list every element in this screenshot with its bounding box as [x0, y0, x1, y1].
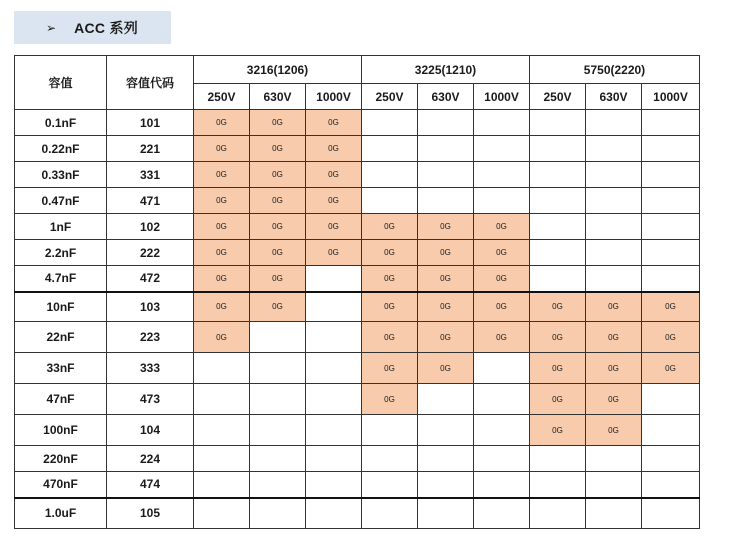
empty-cell	[194, 472, 250, 498]
code-cell: 472	[107, 266, 194, 292]
availability-cell: 0G	[474, 214, 530, 240]
empty-cell	[474, 472, 530, 498]
availability-cell: 0G	[250, 110, 306, 136]
availability-cell: 0G	[474, 292, 530, 322]
code-cell: 102	[107, 214, 194, 240]
availability-cell: 0G	[362, 240, 418, 266]
code-cell: 105	[107, 498, 194, 529]
empty-cell	[362, 472, 418, 498]
table-row	[15, 498, 700, 529]
availability-cell: 0G	[362, 292, 418, 322]
code-cell: 104	[107, 415, 194, 446]
empty-cell	[362, 498, 418, 529]
series-title-text: ACC 系列	[74, 19, 139, 36]
capacitance-cell: 0.22nF	[15, 136, 107, 162]
empty-cell	[530, 136, 586, 162]
voltage-header: 250V	[362, 84, 418, 110]
availability-cell: 0G	[250, 240, 306, 266]
code-cell: 331	[107, 162, 194, 188]
availability-cell: 0G	[586, 353, 642, 384]
empty-cell	[306, 472, 362, 498]
availability-cell: 0G	[250, 162, 306, 188]
table-row	[15, 446, 700, 472]
capacitance-header: 容值	[15, 56, 107, 110]
availability-cell: 0G	[194, 136, 250, 162]
empty-cell	[530, 266, 586, 292]
empty-cell	[642, 415, 700, 446]
availability-cell: 0G	[642, 292, 700, 322]
empty-cell	[586, 110, 642, 136]
code-cell: 101	[107, 110, 194, 136]
availability-cell: 0G	[194, 188, 250, 214]
empty-cell	[474, 446, 530, 472]
empty-cell	[194, 415, 250, 446]
empty-cell	[642, 266, 700, 292]
availability-cell: 0G	[250, 266, 306, 292]
empty-cell	[362, 188, 418, 214]
capacitance-cell: 10nF	[15, 292, 107, 322]
empty-cell	[306, 353, 362, 384]
empty-cell	[418, 110, 474, 136]
availability-cell: 0G	[642, 353, 700, 384]
availability-cell: 0G	[530, 384, 586, 415]
availability-cell: 0G	[418, 266, 474, 292]
table-row	[15, 384, 700, 415]
empty-cell	[642, 384, 700, 415]
empty-cell	[474, 498, 530, 529]
code-cell: 103	[107, 292, 194, 322]
empty-cell	[474, 162, 530, 188]
availability-cell: 0G	[194, 162, 250, 188]
availability-cell: 0G	[306, 110, 362, 136]
availability-cell: 0G	[306, 214, 362, 240]
table-row	[15, 472, 700, 498]
empty-cell	[586, 498, 642, 529]
availability-cell: 0G	[418, 353, 474, 384]
empty-cell	[418, 162, 474, 188]
table-row	[15, 214, 700, 240]
table-row	[15, 188, 700, 214]
empty-cell	[194, 498, 250, 529]
table-row	[15, 136, 700, 162]
availability-cell: 0G	[362, 353, 418, 384]
code-cell: 222	[107, 240, 194, 266]
availability-cell: 0G	[474, 322, 530, 353]
empty-cell	[642, 162, 700, 188]
empty-cell	[530, 188, 586, 214]
capacitance-cell: 47nF	[15, 384, 107, 415]
table-row	[15, 162, 700, 188]
availability-cell: 0G	[362, 214, 418, 240]
empty-cell	[530, 214, 586, 240]
size-header-5750: 5750(2220)	[530, 56, 700, 84]
availability-cell: 0G	[250, 292, 306, 322]
empty-cell	[250, 415, 306, 446]
availability-cell: 0G	[194, 240, 250, 266]
empty-cell	[586, 266, 642, 292]
series-title	[14, 11, 171, 44]
empty-cell	[306, 266, 362, 292]
empty-cell	[306, 415, 362, 446]
table-row	[15, 322, 700, 353]
empty-cell	[306, 498, 362, 529]
availability-cell: 0G	[530, 292, 586, 322]
empty-cell	[250, 384, 306, 415]
empty-cell	[586, 162, 642, 188]
availability-cell: 0G	[362, 322, 418, 353]
capacitance-cell: 4.7nF	[15, 266, 107, 292]
availability-cell: 0G	[418, 322, 474, 353]
capacitance-cell: 470nF	[15, 472, 107, 498]
empty-cell	[642, 446, 700, 472]
empty-cell	[418, 446, 474, 472]
empty-cell	[586, 214, 642, 240]
availability-cell: 0G	[530, 353, 586, 384]
code-cell: 333	[107, 353, 194, 384]
availability-cell: 0G	[306, 162, 362, 188]
empty-cell	[418, 472, 474, 498]
code-cell: 224	[107, 446, 194, 472]
availability-cell: 0G	[474, 240, 530, 266]
empty-cell	[586, 446, 642, 472]
code-cell: 223	[107, 322, 194, 353]
empty-cell	[474, 136, 530, 162]
capacitance-cell: 0.33nF	[15, 162, 107, 188]
empty-cell	[642, 498, 700, 529]
empty-cell	[642, 136, 700, 162]
availability-cell: 0G	[250, 136, 306, 162]
table-row	[15, 266, 700, 292]
empty-cell	[194, 353, 250, 384]
availability-cell: 0G	[306, 136, 362, 162]
voltage-header: 250V	[194, 84, 250, 110]
availability-cell: 0G	[586, 292, 642, 322]
empty-cell	[586, 472, 642, 498]
empty-cell	[194, 384, 250, 415]
arrow-bullet-icon: ➢	[46, 20, 57, 35]
availability-cell: 0G	[418, 240, 474, 266]
table-row	[15, 240, 700, 266]
empty-cell	[474, 353, 530, 384]
voltage-header: 1000V	[306, 84, 362, 110]
empty-cell	[642, 188, 700, 214]
capacitance-cell: 220nF	[15, 446, 107, 472]
code-cell: 471	[107, 188, 194, 214]
capacitance-cell: 1.0uF	[15, 498, 107, 529]
empty-cell	[530, 498, 586, 529]
empty-cell	[418, 415, 474, 446]
availability-cell: 0G	[418, 292, 474, 322]
availability-cell: 0G	[306, 240, 362, 266]
empty-cell	[250, 353, 306, 384]
empty-cell	[642, 240, 700, 266]
capacitance-cell: 1nF	[15, 214, 107, 240]
empty-cell	[306, 384, 362, 415]
availability-cell: 0G	[306, 188, 362, 214]
availability-cell: 0G	[642, 322, 700, 353]
capacitance-cell: 22nF	[15, 322, 107, 353]
voltage-header: 1000V	[642, 84, 700, 110]
empty-cell	[306, 292, 362, 322]
size-header-3216: 3216(1206)	[194, 56, 362, 84]
voltage-header: 630V	[418, 84, 474, 110]
code-cell: 221	[107, 136, 194, 162]
table-row	[15, 353, 700, 384]
empty-cell	[250, 322, 306, 353]
empty-cell	[306, 322, 362, 353]
capacitance-cell: 0.47nF	[15, 188, 107, 214]
availability-cell: 0G	[194, 214, 250, 240]
code-cell: 474	[107, 472, 194, 498]
capacitance-cell: 100nF	[15, 415, 107, 446]
availability-cell: 0G	[530, 415, 586, 446]
empty-cell	[530, 240, 586, 266]
voltage-header: 1000V	[474, 84, 530, 110]
empty-cell	[530, 472, 586, 498]
table-row	[15, 292, 700, 322]
empty-cell	[362, 136, 418, 162]
availability-cell: 0G	[586, 322, 642, 353]
empty-cell	[362, 162, 418, 188]
availability-cell: 0G	[586, 415, 642, 446]
table-row	[15, 110, 700, 136]
availability-cell: 0G	[530, 322, 586, 353]
availability-cell: 0G	[194, 292, 250, 322]
empty-cell	[362, 110, 418, 136]
availability-cell: 0G	[474, 266, 530, 292]
availability-cell: 0G	[586, 384, 642, 415]
empty-cell	[362, 446, 418, 472]
capacitance-cell: 0.1nF	[15, 110, 107, 136]
empty-cell	[530, 446, 586, 472]
empty-cell	[530, 110, 586, 136]
empty-cell	[362, 415, 418, 446]
size-header-3225: 3225(1210)	[362, 56, 530, 84]
availability-cell: 0G	[418, 214, 474, 240]
empty-cell	[250, 498, 306, 529]
empty-cell	[586, 240, 642, 266]
empty-cell	[418, 136, 474, 162]
empty-cell	[194, 446, 250, 472]
table-row	[15, 415, 700, 446]
capacitance-cell: 33nF	[15, 353, 107, 384]
voltage-header: 630V	[586, 84, 642, 110]
voltage-header: 250V	[530, 84, 586, 110]
availability-cell: 0G	[250, 214, 306, 240]
empty-cell	[250, 446, 306, 472]
code-cell: 473	[107, 384, 194, 415]
empty-cell	[418, 384, 474, 415]
availability-cell: 0G	[194, 110, 250, 136]
empty-cell	[306, 446, 362, 472]
empty-cell	[474, 415, 530, 446]
availability-cell: 0G	[362, 384, 418, 415]
capacitor-spec-table	[14, 55, 700, 529]
table-body	[15, 110, 700, 529]
empty-cell	[474, 110, 530, 136]
empty-cell	[250, 472, 306, 498]
availability-cell: 0G	[194, 322, 250, 353]
voltage-header: 630V	[250, 84, 306, 110]
empty-cell	[474, 384, 530, 415]
empty-cell	[642, 214, 700, 240]
empty-cell	[474, 188, 530, 214]
empty-cell	[530, 162, 586, 188]
availability-cell: 0G	[250, 188, 306, 214]
empty-cell	[642, 110, 700, 136]
empty-cell	[642, 472, 700, 498]
code-header: 容值代码	[107, 56, 194, 110]
empty-cell	[418, 188, 474, 214]
empty-cell	[586, 136, 642, 162]
capacitance-cell: 2.2nF	[15, 240, 107, 266]
availability-cell: 0G	[194, 266, 250, 292]
empty-cell	[418, 498, 474, 529]
empty-cell	[586, 188, 642, 214]
availability-cell: 0G	[362, 266, 418, 292]
